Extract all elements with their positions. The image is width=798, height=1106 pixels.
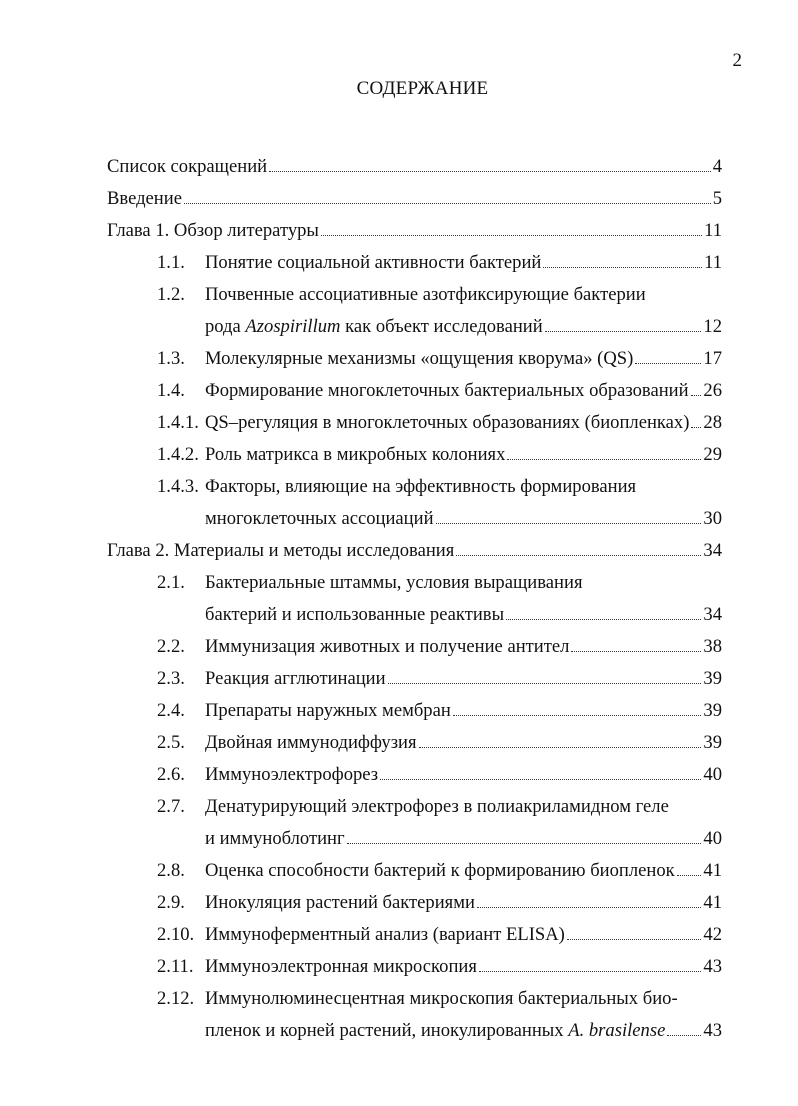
toc-continuation-italic: A. brasilense	[568, 1020, 666, 1041]
toc-entry[interactable]	[107, 919, 722, 951]
toc-entry-page: 29	[703, 444, 722, 465]
toc-entry-title: Бактериальные штаммы, условия выращивания	[205, 572, 583, 593]
toc-entry[interactable]	[107, 791, 722, 823]
toc-title: СОДЕРЖАНИЕ	[356, 78, 489, 99]
toc-entry-page: 11	[704, 220, 722, 241]
toc-entry-continuation	[107, 311, 722, 343]
toc-continuation-text: пленок и корней растений, инокулированных	[205, 1020, 569, 1041]
toc-entry[interactable]	[107, 215, 722, 247]
dot-leader	[453, 714, 702, 716]
toc-entry[interactable]	[107, 855, 722, 887]
toc-entry-title-continuation	[205, 311, 543, 343]
toc-entry-title: Роль матрикса в микробных колониях	[205, 444, 506, 465]
dot-leader	[388, 682, 702, 684]
toc-entry-number: 1.2.	[157, 284, 185, 305]
toc-entry-title: Молекулярные механизмы «ощущения кворума» (QS)	[205, 348, 634, 369]
dot-leader	[419, 746, 702, 748]
dot-leader	[506, 618, 701, 620]
toc-entry[interactable]	[107, 759, 722, 791]
toc-entry-title: Введение	[107, 188, 182, 209]
toc-entry[interactable]	[107, 375, 722, 407]
toc-entry-continuation	[107, 503, 722, 535]
dot-leader	[571, 650, 701, 652]
toc-entry-number: 2.3.	[157, 668, 185, 689]
toc-entry[interactable]	[107, 887, 722, 919]
toc-entry-number: 1.3.	[157, 348, 185, 369]
toc-entry-page: 28	[703, 412, 722, 433]
toc-entry-number: 2.1.	[157, 572, 185, 593]
dot-leader	[691, 426, 701, 428]
toc-entry-page: 34	[703, 540, 722, 561]
toc-entry-page: 43	[703, 956, 722, 977]
toc-entry-page: 26	[703, 380, 722, 401]
toc-entry-title: Список сокращений	[107, 156, 268, 177]
dot-leader	[545, 330, 702, 332]
dot-leader	[691, 394, 702, 396]
toc-entry-title-continuation	[205, 503, 434, 535]
toc-entry-title: Факторы, влияющие на эффективность формирования	[205, 476, 637, 497]
toc-entry-title: QS–регуляция в многоклеточных образованиях (биопленках)	[205, 412, 690, 433]
toc-entry-page: 39	[703, 668, 722, 689]
toc-continuation-text-end: как объект исследований	[340, 316, 543, 337]
dot-leader	[677, 874, 702, 876]
toc-entry-title-continuation	[205, 823, 345, 855]
toc-entry[interactable]	[107, 951, 722, 983]
toc-entry-title: Оценка способности бактерий к формированию биопленок	[205, 860, 675, 881]
toc-entry-number: 2.10.	[157, 924, 195, 945]
toc-entry[interactable]	[107, 279, 722, 311]
dot-leader	[347, 842, 702, 844]
toc-entry-page: 39	[703, 700, 722, 721]
toc-continuation-text: многоклеточных ассоциаций	[205, 508, 434, 529]
toc-entry-number: 2.11.	[157, 956, 194, 977]
toc-continuation-text: бактерий и использованные реактивы	[205, 604, 505, 625]
toc-entry-continuation	[107, 1015, 722, 1047]
toc-entry-number: 1.4.3.	[157, 476, 199, 497]
toc-entry-page: 41	[703, 860, 722, 881]
toc-entry[interactable]	[107, 151, 722, 183]
dot-leader	[456, 554, 701, 556]
dot-leader	[507, 458, 701, 460]
dot-leader	[321, 234, 702, 236]
toc-entry-number: 2.5.	[157, 732, 185, 753]
toc-entry[interactable]	[107, 567, 722, 599]
toc-entry-title: Формирование многоклеточных бактериальных образований	[205, 380, 689, 401]
toc-entry-continuation	[107, 599, 722, 631]
toc-entry-page: 42	[703, 924, 722, 945]
toc-entry[interactable]	[107, 247, 722, 279]
toc-entry[interactable]	[107, 471, 722, 503]
toc-entry-page: 30	[703, 508, 722, 529]
toc-continuation-text: рода	[205, 316, 246, 337]
dot-leader	[269, 170, 711, 172]
toc-entry-number: 1.4.	[157, 380, 185, 401]
toc-entry-title: Инокуляция растений бактериями	[205, 892, 475, 913]
toc-entry-title: Понятие социальной активности бактерий	[205, 252, 542, 273]
toc-entry-page: 11	[704, 252, 722, 273]
toc-entry-number: 2.8.	[157, 860, 185, 881]
toc-entry-page: 5	[712, 188, 722, 209]
toc-entry[interactable]	[107, 407, 722, 439]
toc-entry-title: Препараты наружных мембран	[205, 700, 451, 721]
toc-entry-number: 2.2.	[157, 636, 185, 657]
toc-entry-page: 4	[712, 156, 722, 177]
toc-entry[interactable]	[107, 631, 722, 663]
toc-entry-title: Иммунолюминесцентная микроскопия бактериальных био-	[205, 988, 678, 1009]
toc-entry-title: Иммунизация животных и получение антител	[205, 636, 570, 657]
toc-entry[interactable]	[107, 727, 722, 759]
toc-entry-title: Реакция агглютинации	[205, 668, 386, 689]
dot-leader	[436, 522, 702, 524]
toc-continuation-italic: Azospirillum	[245, 316, 341, 337]
toc-entry-number: 2.7.	[157, 796, 185, 817]
toc-entry-continuation	[107, 823, 722, 855]
toc-entry-title: Иммуноэлектронная микроскопия	[205, 956, 477, 977]
toc-entry-title: Глава 1. Обзор литературы	[107, 220, 319, 241]
toc-entry[interactable]	[107, 983, 722, 1015]
toc-entry[interactable]	[107, 535, 722, 567]
toc-entry-title-continuation	[205, 1015, 665, 1047]
dot-leader	[380, 778, 701, 780]
toc-entry-title: Иммуноферментный анализ (вариант ELISA)	[205, 924, 565, 945]
toc-entry[interactable]	[107, 663, 722, 695]
dot-leader	[635, 362, 701, 364]
toc-entry-number: 1.4.2.	[157, 444, 199, 465]
toc-entry-page: 40	[703, 764, 722, 785]
toc-continuation-text: и иммуноблотинг	[205, 828, 345, 849]
toc-entry-page: 39	[703, 732, 722, 753]
dot-leader	[543, 266, 702, 268]
toc-entry-page: 12	[703, 316, 722, 337]
toc-entry-page: 41	[703, 892, 722, 913]
toc-entry[interactable]	[107, 343, 722, 375]
toc-entry-title: Иммуноэлектрофорез	[205, 764, 379, 785]
dot-leader	[667, 1034, 701, 1036]
toc-entry-title: Двойная иммунодиффузия	[205, 732, 417, 753]
dot-leader	[567, 938, 702, 940]
toc-entry[interactable]	[107, 183, 722, 215]
dot-leader	[479, 970, 702, 972]
toc-entry[interactable]	[107, 695, 722, 727]
toc-entry-number: 1.4.1.	[157, 412, 199, 433]
dot-leader	[477, 906, 701, 908]
toc-entry-number: 2.4.	[157, 700, 185, 721]
toc-entry-page: 34	[703, 604, 722, 625]
toc-entry[interactable]	[107, 439, 722, 471]
toc-entry-number: 2.9.	[157, 892, 185, 913]
toc-entry-title: Денатурирующий электрофорез в полиакриламидном геле	[205, 796, 669, 817]
toc-entry-title: Глава 2. Материалы и методы исследования	[107, 540, 455, 561]
toc-entry-page: 40	[703, 828, 722, 849]
toc-entry-number: 2.12.	[157, 988, 195, 1009]
toc-entry-page: 43	[703, 1020, 722, 1041]
toc-entry-number: 1.1.	[157, 252, 185, 273]
toc-entry-page: 17	[703, 348, 722, 369]
toc-entry-page: 38	[703, 636, 722, 657]
page-number: 2	[732, 50, 742, 71]
dot-leader	[184, 202, 711, 204]
toc-entry-title-continuation	[205, 599, 504, 631]
toc-entry-title: Почвенные ассоциативные азотфиксирующие бактерии	[205, 284, 646, 305]
toc-entry-number: 2.6.	[157, 764, 185, 785]
table-of-contents	[107, 151, 722, 1047]
